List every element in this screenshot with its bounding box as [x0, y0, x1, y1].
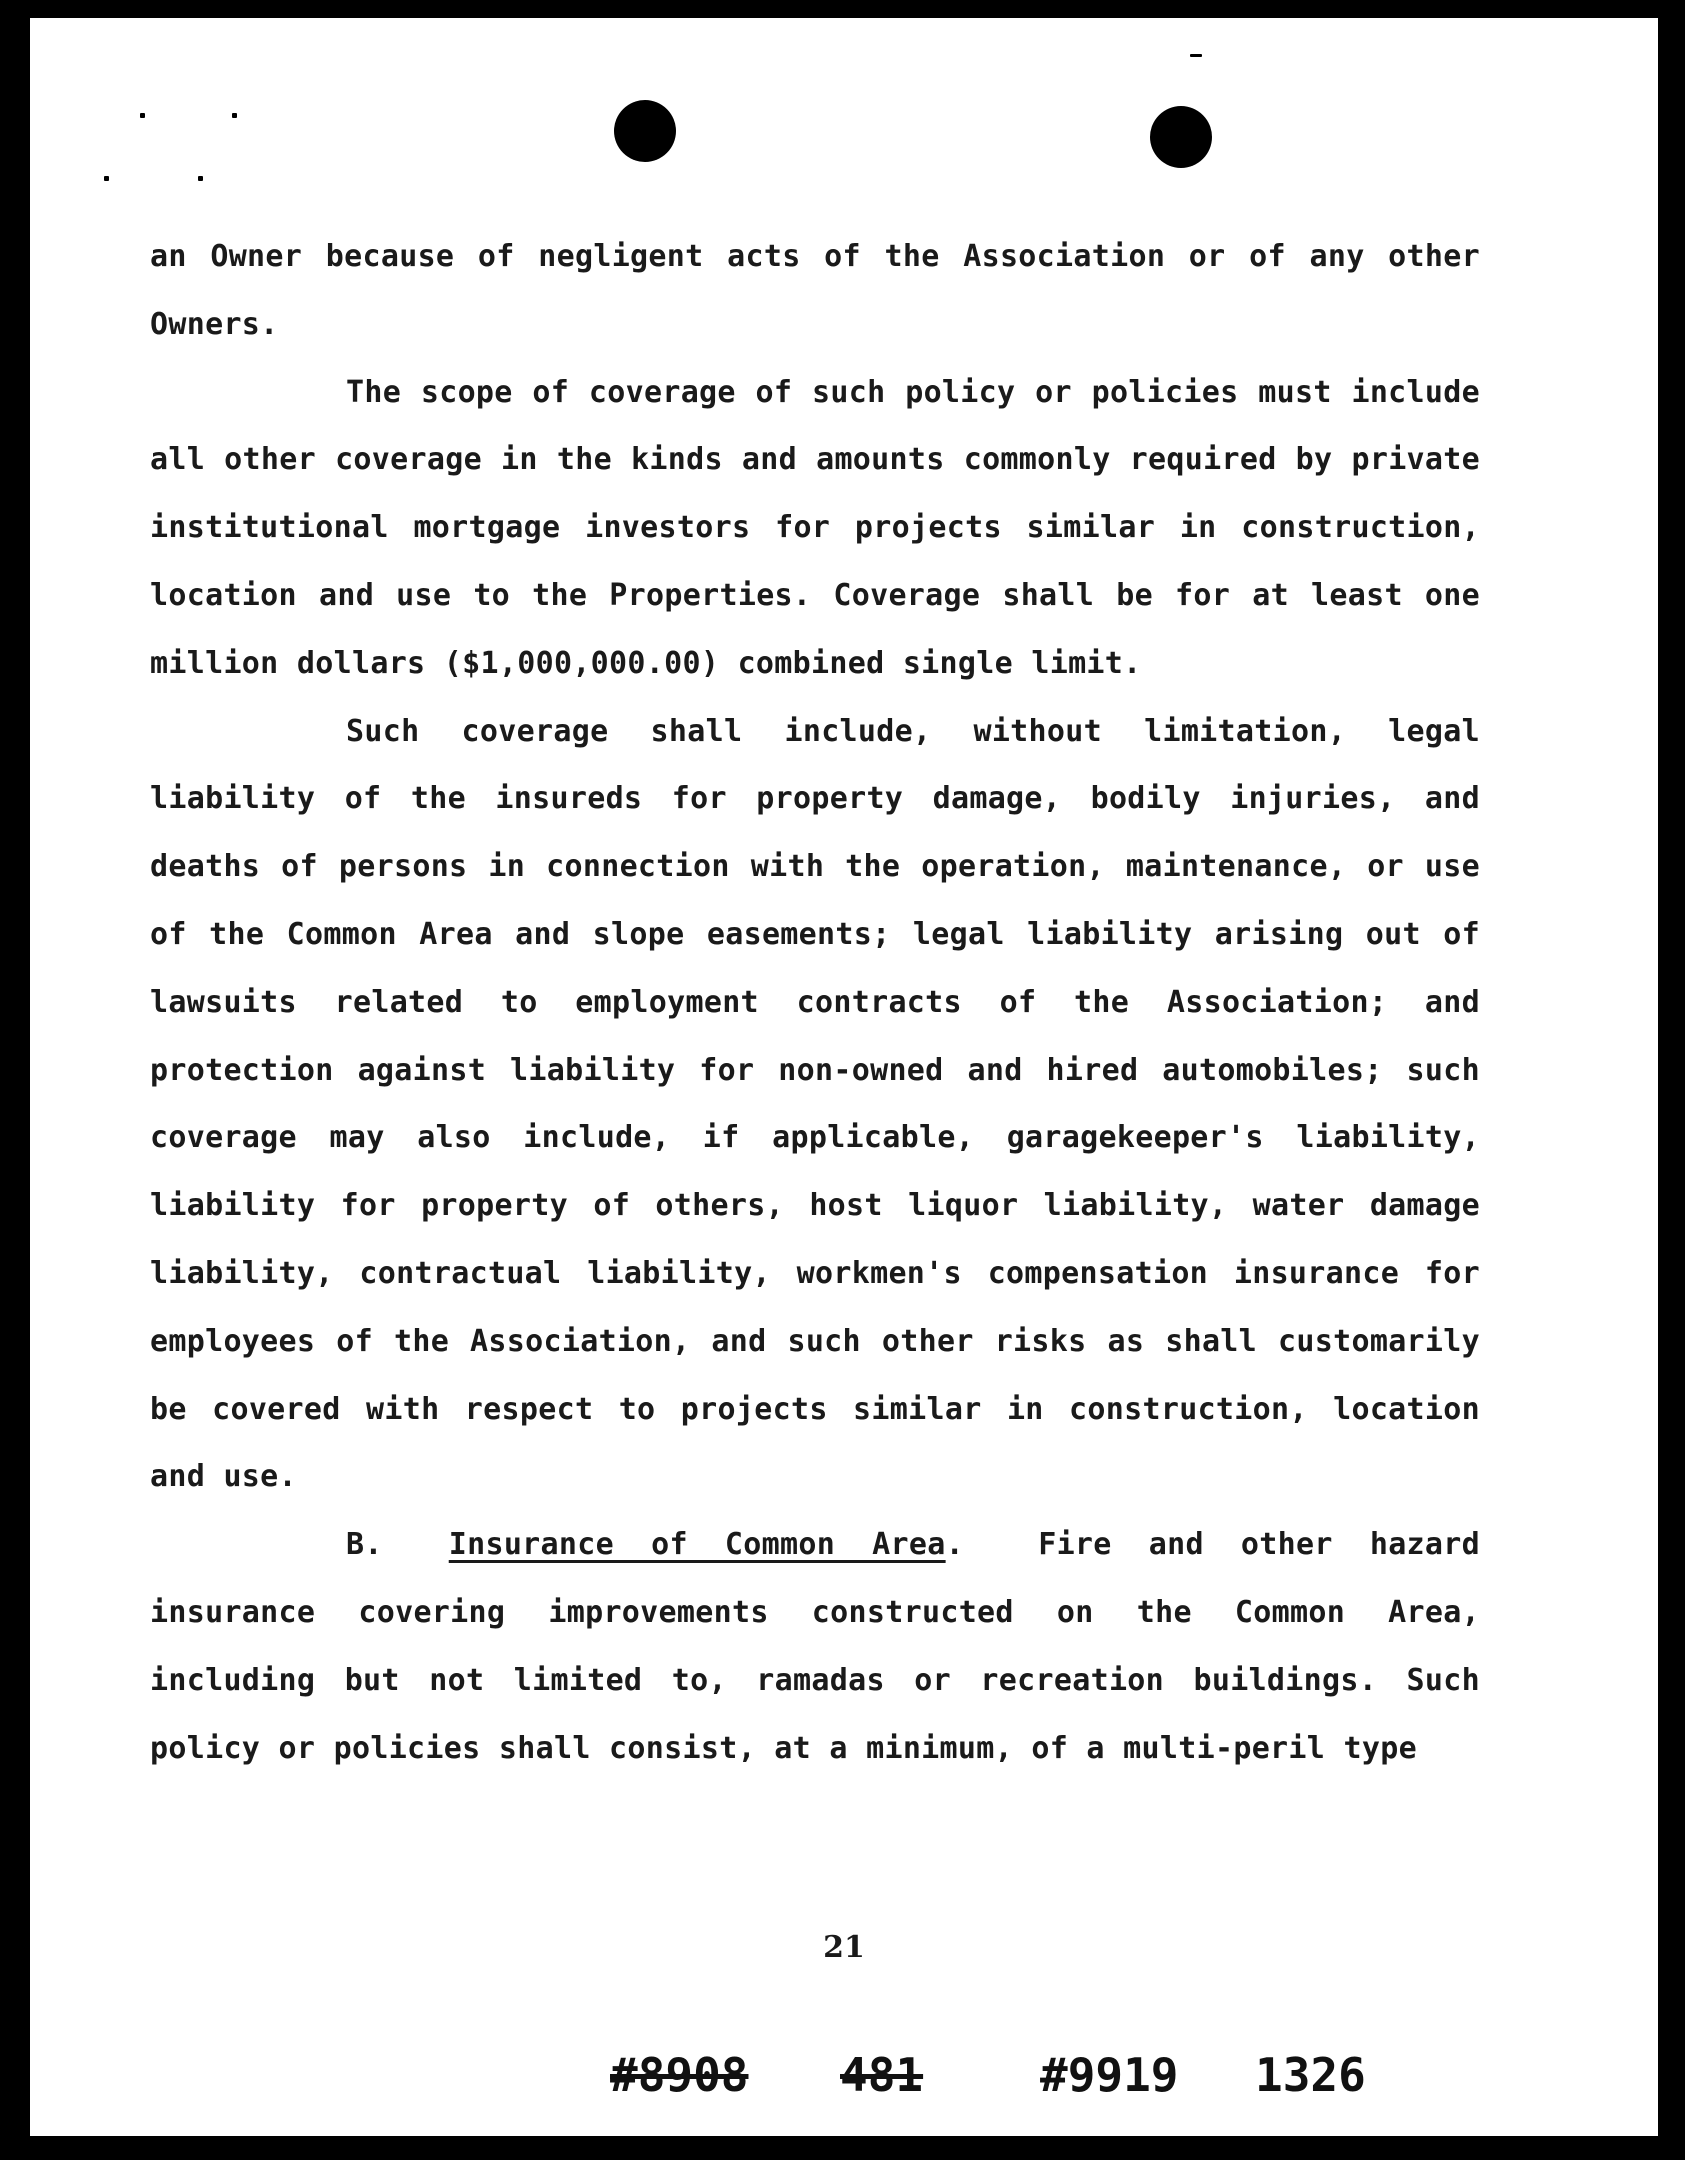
scan-speck [232, 113, 237, 118]
scan-speck [104, 176, 109, 181]
section-b-title: Insurance of Common Area [448, 1527, 946, 1563]
struck-book-number: #8908 [610, 2048, 749, 2102]
struck-page-number: 481 [840, 2048, 924, 2102]
section-b-letter: B. [346, 1527, 383, 1563]
recording-book-number: #9919 [1040, 2048, 1179, 2102]
page-number: 21 [823, 1930, 865, 1965]
section-b-paragraph [150, 1511, 1480, 1782]
document-body [150, 223, 1480, 1782]
paragraph-coverage-details: Such coverage shall include, without limitation, legal liability of the insureds for property damage, bodily injuries, and deaths of persons in connection with the operation, maintenance, or use of the Common Area and slope easements; legal liability arising out of lawsuits related to employment contracts of the Association; and protection against liability for non-owned and hired automobiles; such coverage may also include, if applicable, garagekeeper's liability, liability for property of others, host liquor liability, water damage liability, contractual liability, workmen's compensation insurance for employees of the Association, and such other risks as shall customarily be covered with respect to projects similar in construction, location and use. [150, 713, 1480, 1495]
section-b-body: Fire and other hazard insurance covering improvements constructed on the Common Area, including but not limited to, ramadas or recreation buildings. Such policy or policies shall consist, at a minimum, of a multi-peril type [150, 1527, 1480, 1766]
punch-hole-right [1150, 106, 1212, 168]
paragraph-continuation: an Owner because of negligent acts of the Association or of any other Owners. [150, 239, 1480, 342]
scan-speck [1190, 54, 1202, 57]
punch-hole-left [614, 100, 676, 162]
paragraph-coverage-scope: The scope of coverage of such policy or policies must include all other coverage in the kinds and amounts commonly required by private institutional mortgage investors for projects similar in construction, location and use to the Properties. Coverage shall be for at least one million dollars ($1,000,000.00) combined single limit. [150, 374, 1480, 681]
recording-page-number: 1326 [1255, 2048, 1366, 2102]
scan-speck [140, 113, 145, 118]
section-b-title-period: . [945, 1527, 964, 1563]
document-page [30, 18, 1658, 2136]
scan-speck [198, 176, 203, 181]
